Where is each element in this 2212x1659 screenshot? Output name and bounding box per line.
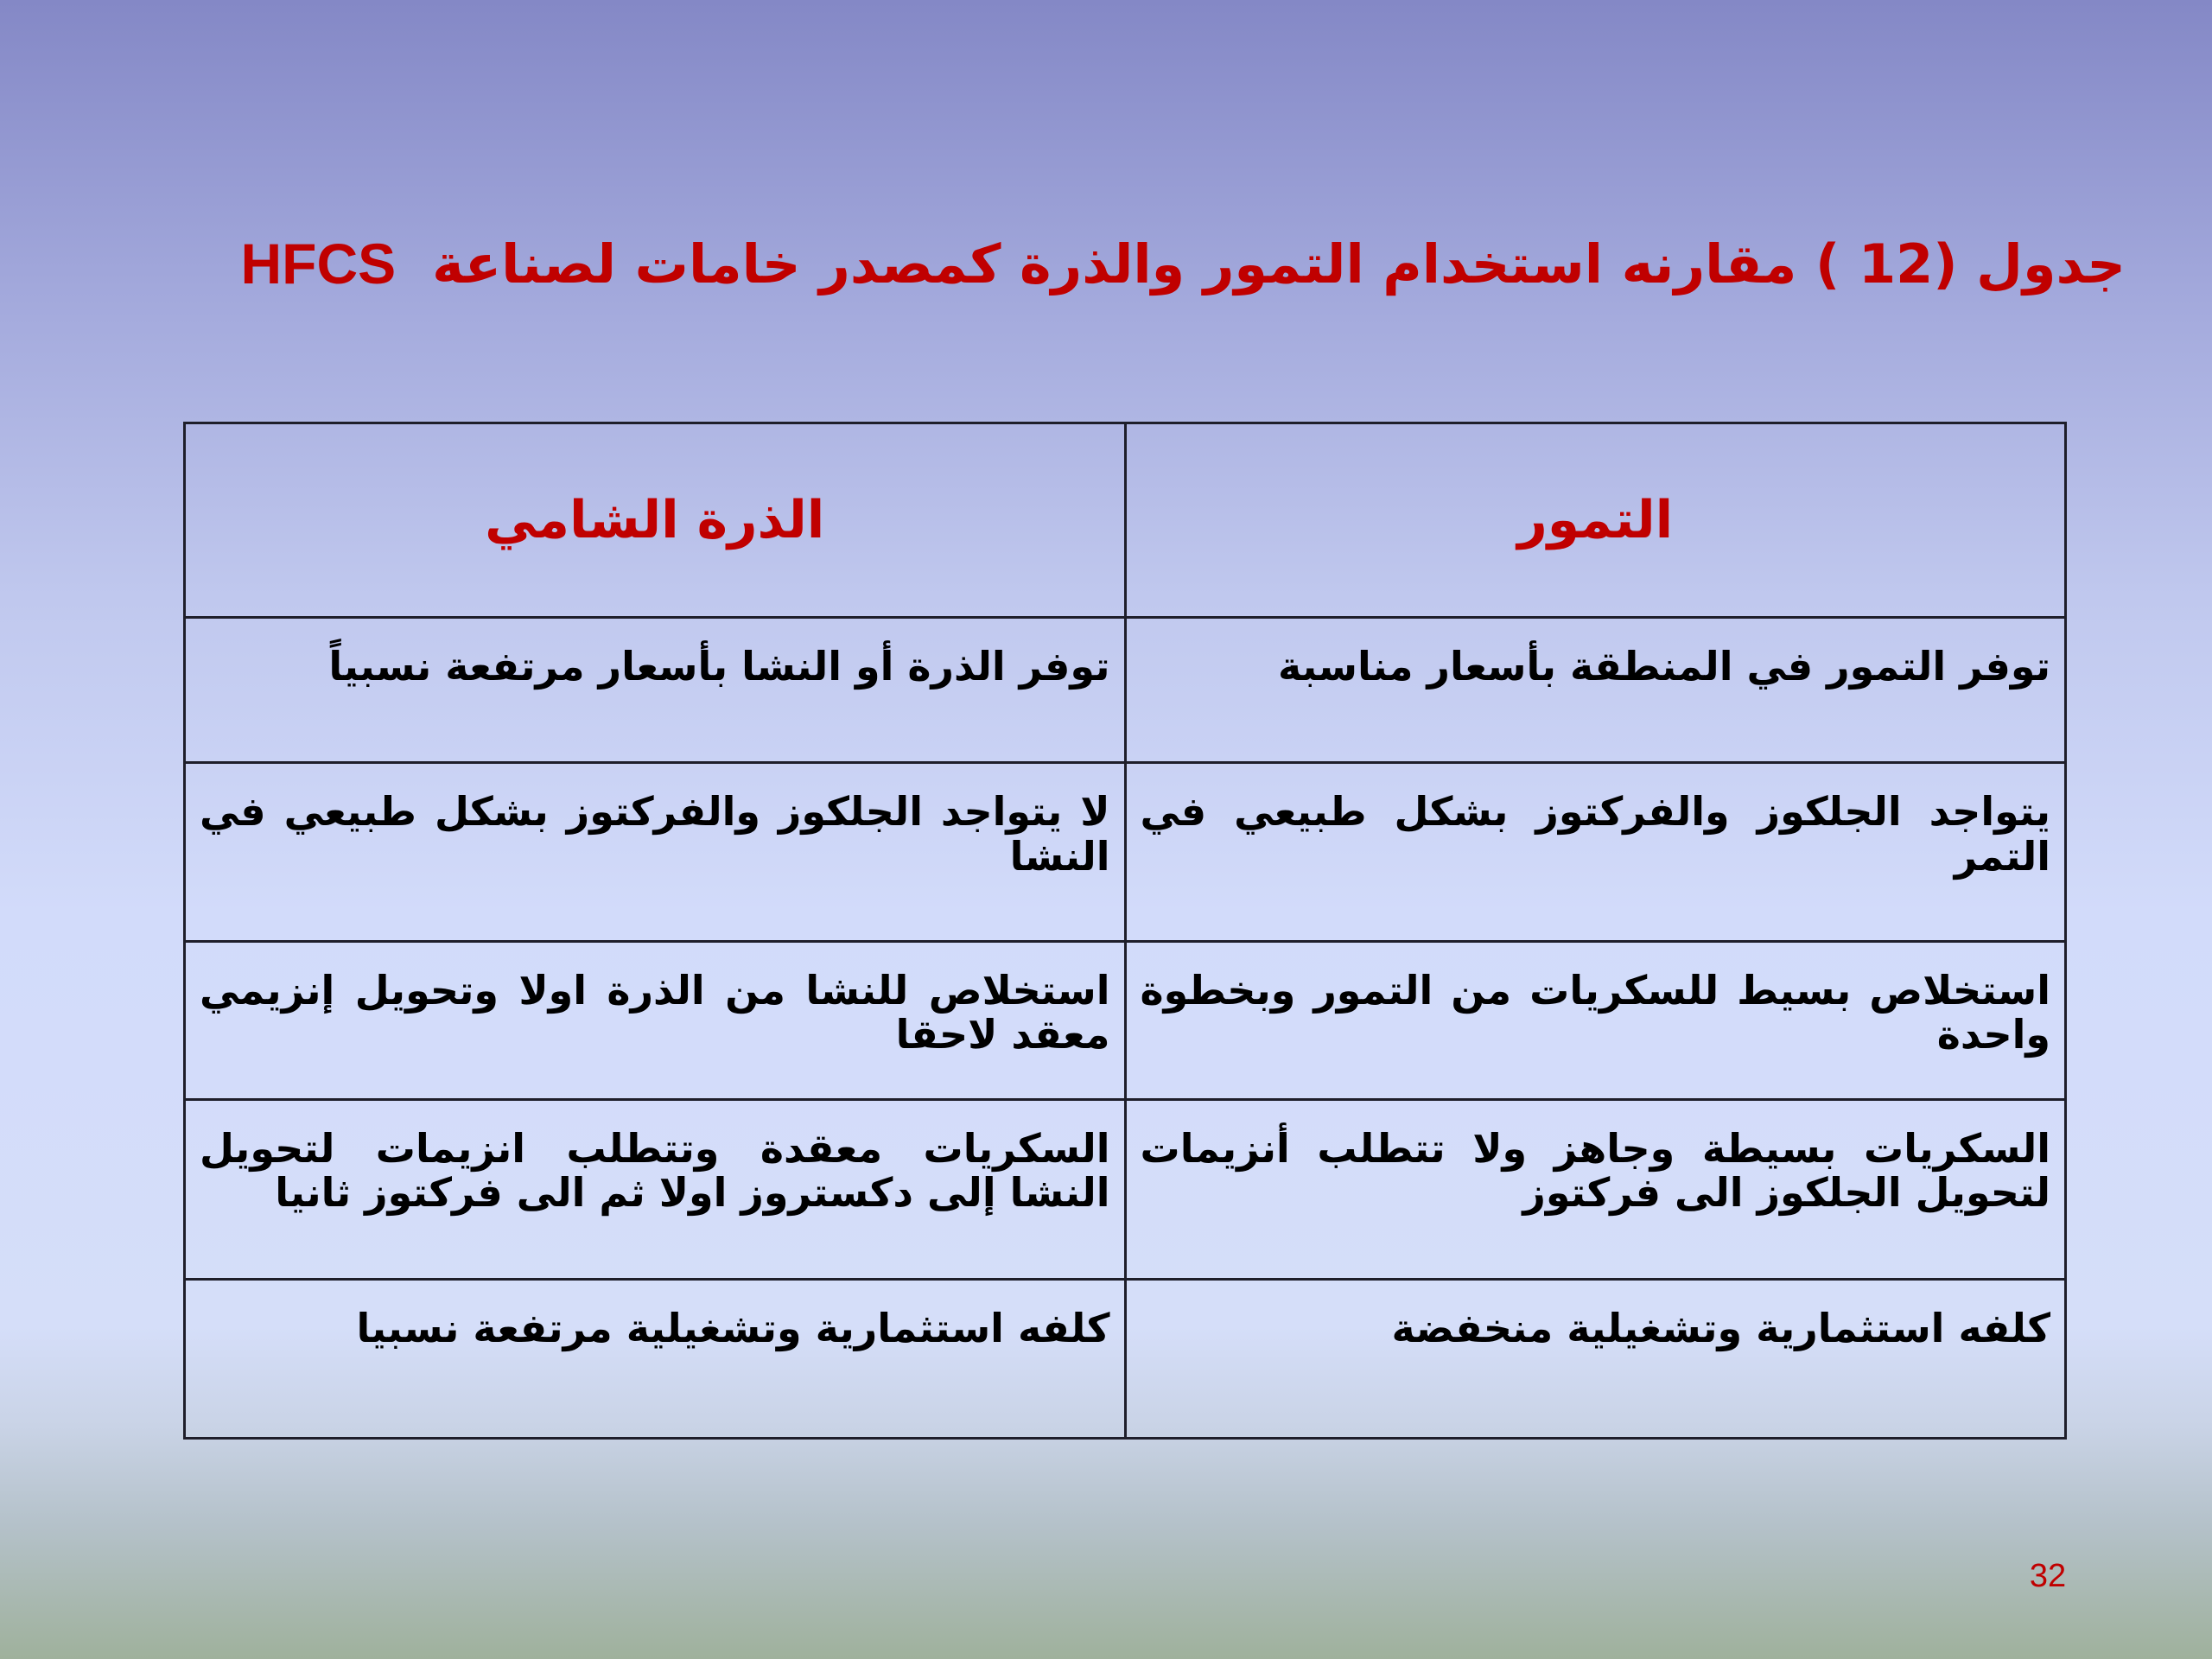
cell-corn: استخلاص للنشا من الذرة اولا وتحويل إنزيمي معقد لاحقا — [185, 941, 1126, 1099]
cell-corn: كلفه استثمارية وتشغيلية مرتفعة نسبيا — [185, 1280, 1126, 1439]
cell-dates: كلفه استثمارية وتشغيلية منخفضة — [1125, 1280, 2066, 1439]
cell-dates: يتواجد الجلكوز والفركتوز بشكل طبيعي في التمر — [1125, 762, 2066, 941]
cell-dates: توفر التمور في المنطقة بأسعار مناسبة — [1125, 617, 2066, 762]
title-suffix: HFCS — [240, 232, 397, 296]
cell-dates: استخلاص بسيط للسكريات من التمور وبخطوة واحدة — [1125, 941, 2066, 1099]
title-text: جدول (12 ) مقارنه استخدام التمور والذرة كمصدر خامات لصناعة — [432, 232, 2126, 296]
table-row — [185, 617, 2066, 762]
slide-title — [240, 216, 2126, 311]
header-corn: الذرة الشامي — [185, 423, 1126, 618]
table-row — [185, 762, 2066, 941]
cell-dates: السكريات بسيطة وجاهز ولا تتطلب أنزيمات لتحويل الجلكوز الى فركتوز — [1125, 1099, 2066, 1280]
table-row — [185, 1099, 2066, 1280]
cell-corn: توفر الذرة أو النشا بأسعار مرتفعة نسبياً — [185, 617, 1126, 762]
header-dates: التمور — [1125, 423, 2066, 618]
table-row — [185, 941, 2066, 1099]
table-header-row — [185, 423, 2066, 618]
cell-corn: السكريات معقدة وتتطلب انزيمات لتحويل النشا إلى دكستروز اولا ثم الى فركتوز ثانيا — [185, 1099, 1126, 1280]
cell-corn: لا يتواجد الجلكوز والفركتوز بشكل طبيعي في النشا — [185, 762, 1126, 941]
table-row — [185, 1280, 2066, 1439]
comparison-table — [183, 422, 2067, 1440]
page-number: 32 — [2029, 1558, 2067, 1594]
